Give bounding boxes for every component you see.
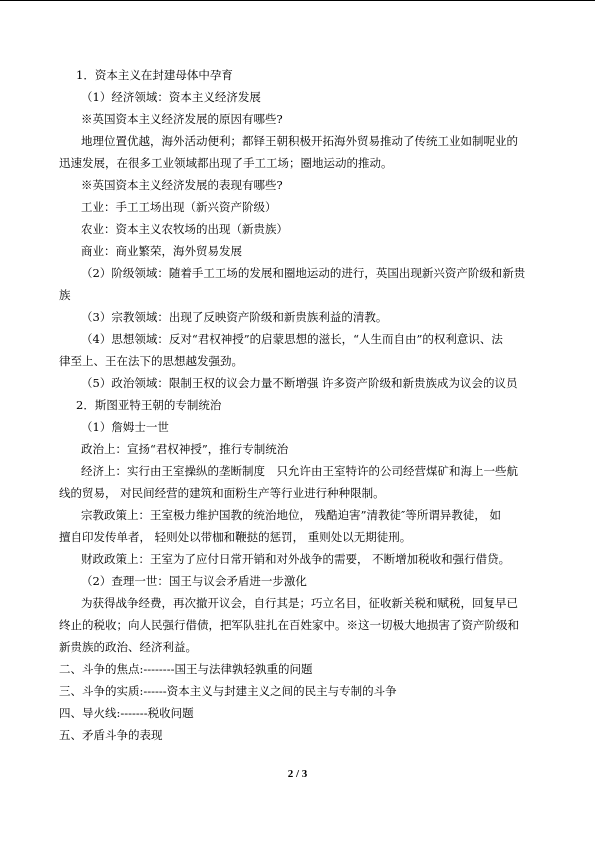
section-heading: 五、矛盾斗争的表现 — [59, 728, 163, 742]
top-rule — [0, 0, 595, 1]
section-heading: 三、斗争的实质:------资本主义与封建主义之间的民主与专制的斗争 — [59, 684, 397, 698]
subsection-heading: （4）思想领域：反对“君权神授”的启蒙思想的滋长，“人生而自由”的权利意识、法 — [81, 332, 503, 346]
paragraph-line: 农业：资本主义农牧场的出现（新贵族） — [81, 222, 288, 236]
section-heading: 1．资本主义在封建母体中孕育 — [76, 68, 233, 82]
subsection-heading: （5）政治领域：限制王权的议会力量不断增强 许多资产阶级和新贵族成为议会的议员 — [81, 376, 518, 390]
paragraph-line: 擅自印发传单者， 轻则处以带枷和鞭挞的惩罚， 重则处以无期徒刑。 — [59, 530, 412, 544]
question-line: ※英国资本主义经济发展的表现有哪些? — [81, 178, 283, 192]
paragraph-line: 财政政策上：王室为了应付日常开销和对外战争的需要， 不断增加税收和强行借贷。 — [81, 552, 511, 566]
paragraph-line: 宗教政策上：王室极力维护国教的统治地位， 残酷迫害”清教徒″等所谓异教徒， 如 — [81, 508, 501, 522]
paragraph-line: 工业：手工工场出现（新兴资产阶级） — [81, 200, 277, 214]
page-number: 2 / 3 — [287, 768, 308, 780]
paragraph-line: 商业：商业繁荣，海外贸易发展 — [81, 244, 242, 258]
paragraph-line: 新贵族的政治、经济利益。 — [59, 640, 197, 654]
paragraph-line: 律至上、王在法下的思想越发强劲。 — [59, 354, 243, 368]
section-heading: 2．斯图亚特王朝的专制统治 — [76, 398, 222, 412]
paragraph-line: 政治上：宣扬“君权神授”，推行专制统治 — [81, 442, 289, 456]
subsection-heading: （3）宗教领域：出现了反映资产阶级和新贵族利益的清教。 — [81, 310, 388, 324]
subsection-heading: （1）詹姆士一世 — [81, 420, 169, 434]
subsection-heading: （2）查理一世：国王与议会矛盾进一步激化 — [81, 574, 307, 588]
paragraph-line: 终止的税收；向人民强行借债，把军队驻扎在百姓家中。※这一切极大地损害了资产阶级和 — [59, 618, 519, 632]
subsection-heading: （1）经济领域：资本主义经济发展 — [81, 90, 261, 104]
paragraph-line: 族 — [59, 288, 71, 302]
question-line: ※英国资本主义经济发展的原因有哪些? — [81, 112, 283, 126]
section-heading: 二、斗争的焦点:--------国王与法律孰轻孰重的问题 — [59, 662, 313, 676]
subsection-heading: （2）阶级领域：随着手工工场的发展和圈地运动的进行，英国出现新兴资产阶级和新贵 — [81, 266, 526, 280]
paragraph-line: 迅速发展，在很多工业领域都出现了手工工场；圈地运动的推动。 — [59, 156, 393, 170]
paragraph-line: 地理位置优越，海外活动便利；都铎王朝积极开拓海外贸易推动了传统工业如制呢业的 — [81, 134, 518, 148]
document-body — [59, 64, 544, 746]
section-heading: 四、导火线:-------税收问题 — [59, 706, 194, 720]
paragraph-line: 为获得战争经费，再次撤开议会，自行其是；巧立名目，征收新关税和赋税，回复早已 — [81, 596, 518, 610]
paragraph-line: 经济上：实行由王室操纵的垄断制度 只允许由王室特许的公司经营煤矿和海上一些航 — [81, 464, 518, 478]
paragraph-line: 线的贸易， 对民间经营的建筑和面粉生产等行业进行种种限制。 — [59, 486, 385, 500]
